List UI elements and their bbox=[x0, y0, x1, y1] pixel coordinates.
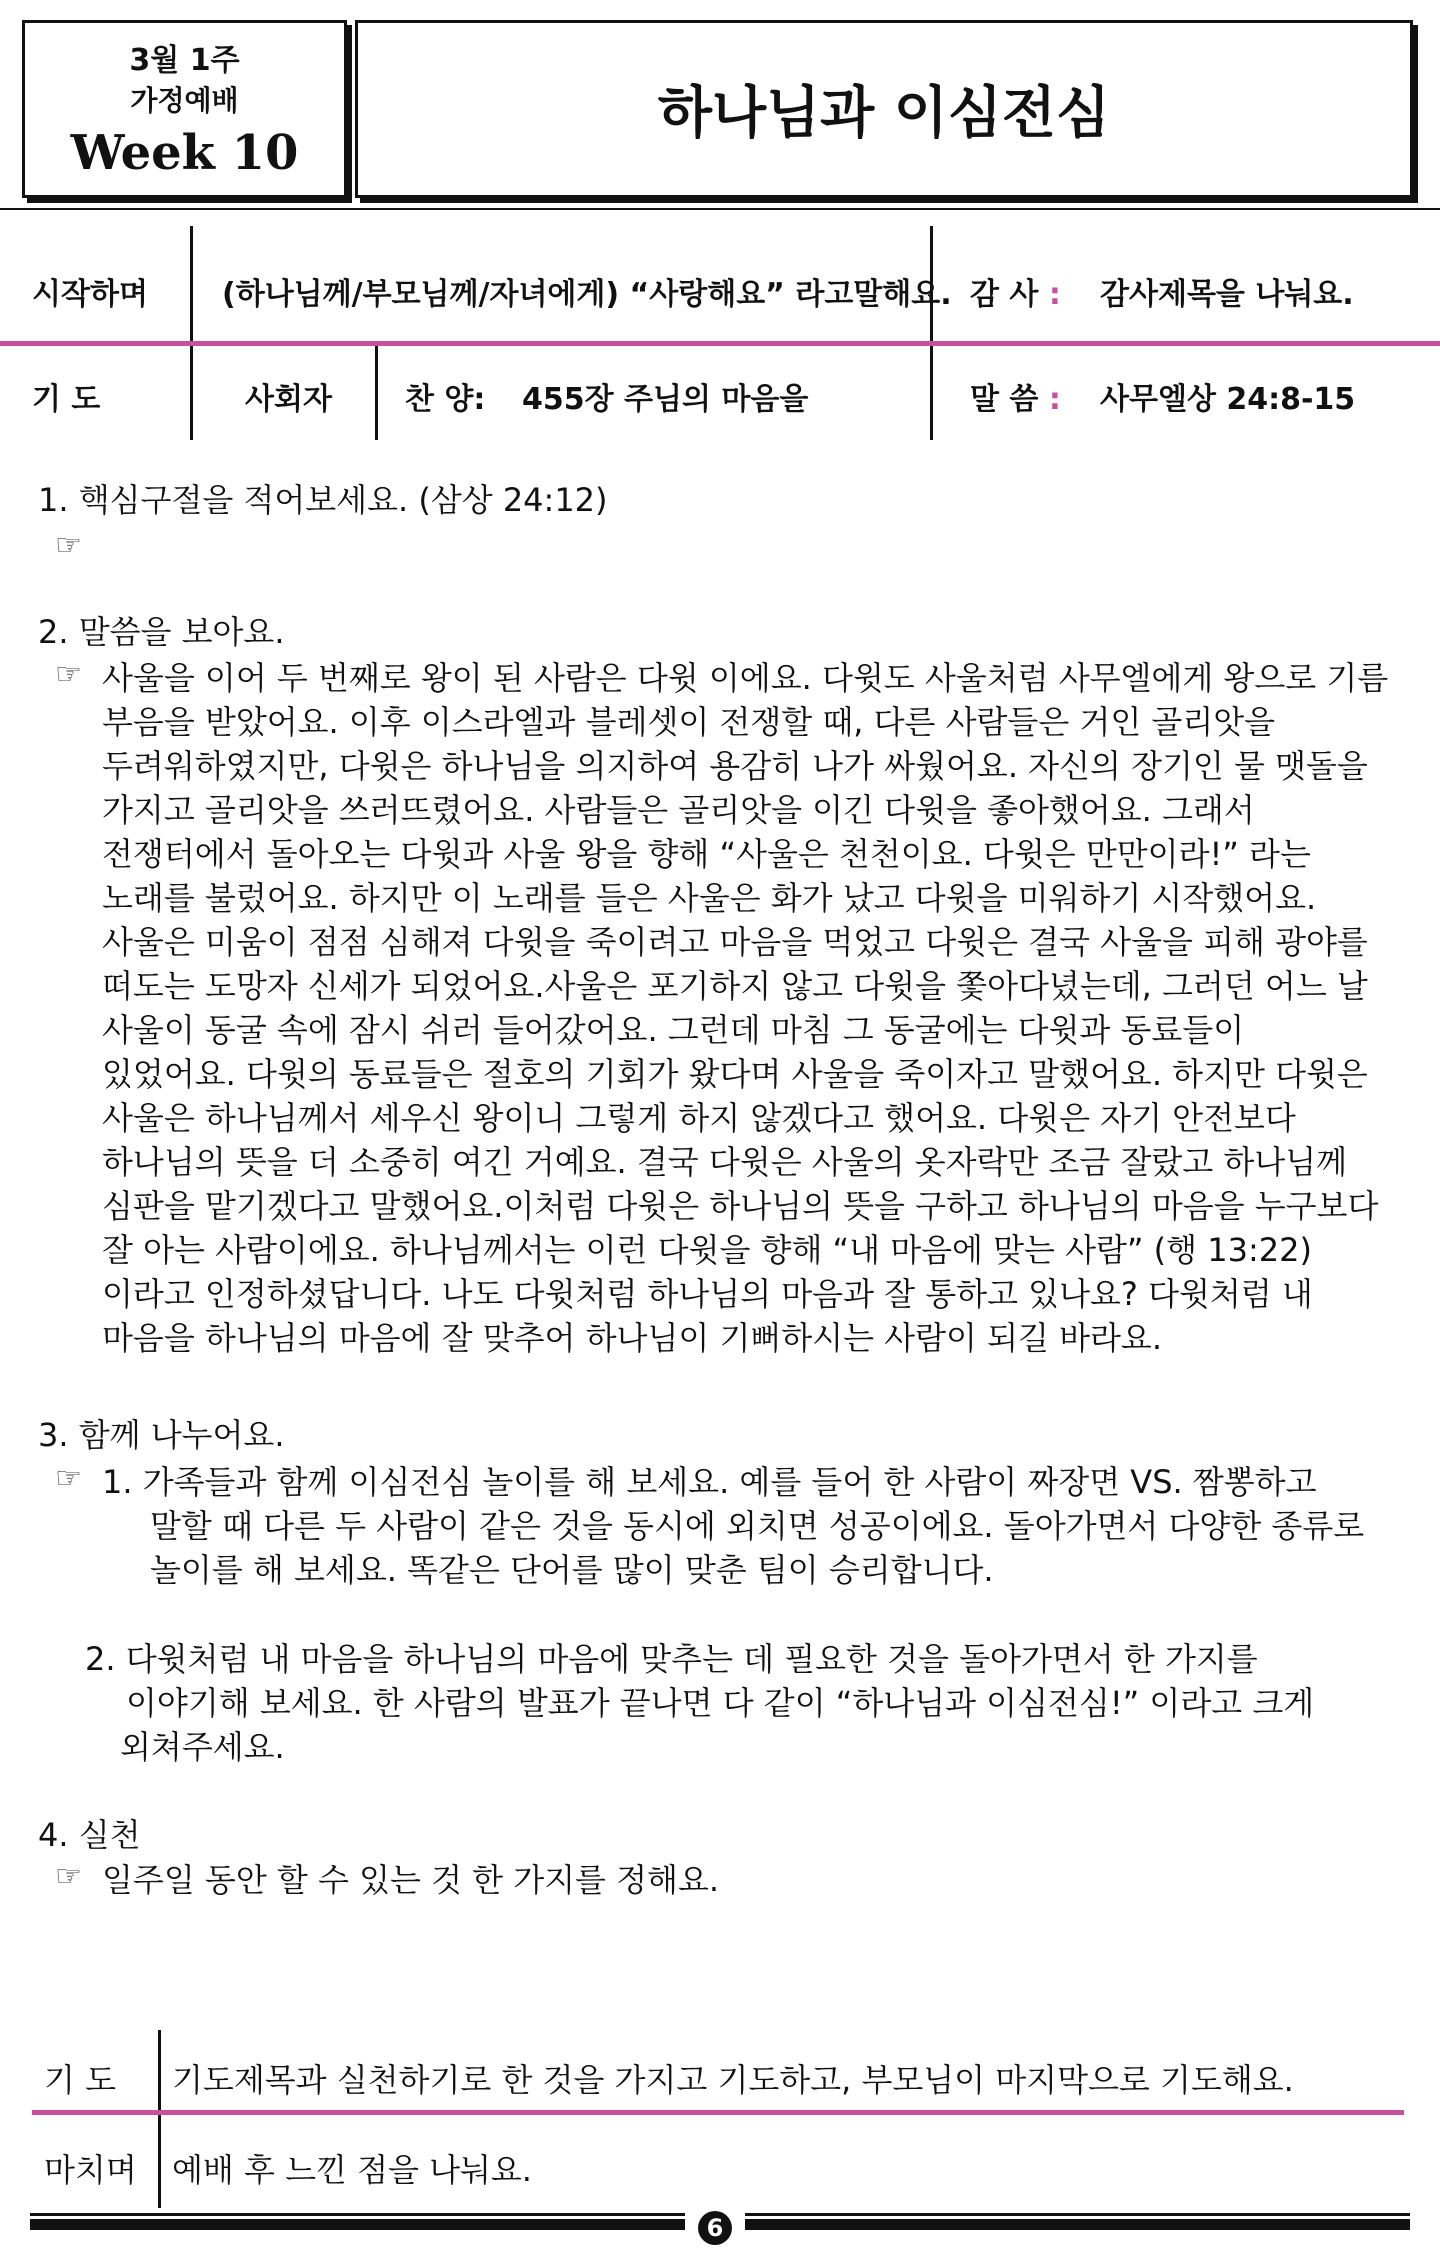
section2-heading: 2. 말씀을 보아요. bbox=[38, 613, 285, 651]
share-item-2-line: 이야기해 보세요. 한 사람의 발표가 끝나면 다 같이 “하나님과 이심전심!” 이라고 크게 bbox=[126, 1684, 1315, 1722]
leader-label: 사회자 bbox=[245, 382, 332, 417]
thanks-label-group bbox=[970, 275, 1061, 315]
closing-prayer-label: 기 도 bbox=[44, 2061, 116, 2099]
section3-heading: 3. 함께 나누어요. bbox=[38, 1416, 285, 1454]
closing-end-text: 예배 후 느낀 점을 나눠요. bbox=[172, 2151, 532, 2189]
body-line: 심판을 맡기겠다고 말했어요.이처럼 다윗은 하나님의 뜻을 구하고 하나님의 마음을 누구보다 bbox=[102, 1187, 1379, 1225]
week-number: Week 10 bbox=[70, 125, 299, 181]
body-line: 잘 아는 사람이에요. 하나님께서는 이런 다윗을 향해 “내 마음에 맞는 사람” (행 13:22) bbox=[102, 1231, 1312, 1269]
section2-body bbox=[102, 656, 1388, 1360]
closing-divider bbox=[32, 2110, 1404, 2115]
divider-v1 bbox=[190, 226, 193, 344]
thanks-text: 감사제목을 나눠요. bbox=[1100, 277, 1354, 312]
page-number: 6 bbox=[698, 2211, 732, 2245]
word-label-group bbox=[970, 380, 1061, 420]
footer-rule-right-thin bbox=[745, 2213, 1410, 2216]
title-box bbox=[355, 20, 1413, 198]
body-line: 노래를 불렀어요. 하지만 이 노래를 들은 사울은 화가 났고 다윗을 미워하기 시작했어요. bbox=[102, 879, 1317, 917]
page-title: 하나님과 이심전심 bbox=[657, 81, 1111, 146]
closing-divider-v bbox=[158, 2030, 161, 2208]
word-label: 말 씀 bbox=[970, 382, 1039, 417]
thanks-label: 감 사 bbox=[970, 277, 1039, 312]
section4-heading: 4. 실천 bbox=[38, 1816, 141, 1854]
pointer-icon: ☞ bbox=[55, 657, 82, 692]
body-line: 마음을 하나님의 마음에 잘 맞추어 하나님이 기뻐하시는 사람이 되길 바라요. bbox=[102, 1319, 1162, 1357]
body-line: 있었어요. 다윗의 동료들은 절호의 기회가 왔다며 사울을 죽이자고 말했어요. 하지만 다윗은 bbox=[102, 1055, 1368, 1093]
start-label: 시작하며 bbox=[32, 277, 148, 312]
pointer-icon: ☞ bbox=[55, 1461, 82, 1496]
closing-end-label: 마치며 bbox=[44, 2151, 137, 2189]
header-divider bbox=[0, 208, 1440, 210]
footer-rule-right bbox=[745, 2219, 1410, 2230]
section1-heading: 1. 핵심구절을 적어보세요. (삼상 24:12) bbox=[38, 481, 608, 519]
hymn-label: 찬 양: bbox=[405, 382, 486, 417]
body-line: 부음을 받았어요. 이후 이스라엘과 블레셋이 전쟁할 때, 다른 사람들은 거인 골리앗을 bbox=[102, 703, 1276, 741]
body-line: 하나님의 뜻을 더 소중히 여긴 거예요. 결국 다윗은 사울의 옷자락만 조금 잘랐고 하나님께 bbox=[102, 1143, 1348, 1181]
body-line: 사울은 하나님께서 세우신 왕이니 그렇게 하지 않겠다고 했어요. 다윗은 자기 안전보다 bbox=[102, 1099, 1296, 1137]
prayer-label: 기 도 bbox=[32, 382, 101, 417]
divider-v3 bbox=[190, 346, 193, 440]
week-box bbox=[22, 20, 347, 198]
body-line: 사울이 동굴 속에 잠시 쉬러 들어갔어요. 그런데 마침 그 동굴에는 다윗과 동료들이 bbox=[102, 1011, 1245, 1049]
practice-text: 일주일 동안 할 수 있는 것 한 가지를 정해요. bbox=[102, 1861, 720, 1899]
divider-v2 bbox=[930, 226, 933, 440]
share-item-2-line: 외쳐주세요. bbox=[120, 1728, 285, 1766]
body-line: 전쟁터에서 돌아오는 다윗과 사울 왕을 향해 “사울은 천천이요. 다윗은 만만이라!” 라는 bbox=[102, 835, 1311, 873]
hymn-text: 455장 주님의 마음을 bbox=[522, 382, 809, 417]
body-line: 두려워하였지만, 다윗은 하나님을 의지하여 용감히 나가 싸웠어요. 자신의 장기인 물 맷돌을 bbox=[102, 747, 1368, 785]
thanks-colon: : bbox=[1048, 277, 1061, 312]
divider-v4 bbox=[375, 346, 378, 440]
service-name: 가정예배 bbox=[130, 84, 239, 117]
start-text: (하나님께/부모님께/자녀에게) “사랑해요” 라고말해요. bbox=[222, 277, 952, 312]
body-line: 이라고 인정하셨답니다. 나도 다윗처럼 하나님의 마음과 잘 통하고 있나요? 다윗처럼 내 bbox=[102, 1275, 1313, 1313]
footer-rule-left-thin bbox=[30, 2213, 685, 2216]
word-text: 사무엘상 24:8-15 bbox=[1100, 382, 1356, 417]
pointer-icon: ☞ bbox=[55, 528, 82, 563]
share-item-1-line: 1. 가족들과 함께 이심전심 놀이를 해 보세요. 예를 들어 한 사람이 짜장면 VS. 짬뽕하고 bbox=[102, 1463, 1317, 1501]
share-item-1-line: 놀이를 해 보세요. 똑같은 단어를 많이 맞춘 팀이 승리합니다. bbox=[150, 1551, 994, 1589]
closing-prayer-text: 기도제목과 실천하기로 한 것을 가지고 기도하고, 부모님이 마지막으로 기도해요. bbox=[172, 2061, 1294, 2099]
body-line: 사울은 미움이 점점 심해져 다윗을 죽이려고 마음을 먹었고 다윗은 결국 사울을 피해 광야를 bbox=[102, 923, 1368, 961]
word-colon: : bbox=[1048, 382, 1061, 417]
body-line: 떠도는 도망자 신세가 되었어요.사울은 포기하지 않고 다윗을 쫓아다녔는데, 그러던 어느 날 bbox=[102, 967, 1368, 1005]
date-line: 3월 1주 bbox=[129, 43, 240, 78]
share-item-2-line: 2. 다윗처럼 내 마음을 하나님의 마음에 맞추는 데 필요한 것을 돌아가면서 한 가지를 bbox=[85, 1640, 1258, 1678]
info-divider bbox=[0, 341, 1440, 346]
share-item-1-line: 말할 때 다른 두 사람이 같은 것을 동시에 외치면 성공이에요. 돌아가면서 다양한 종류로 bbox=[150, 1507, 1365, 1545]
footer-rule-left bbox=[30, 2219, 685, 2230]
pointer-icon: ☞ bbox=[55, 1859, 82, 1894]
body-line: 사울을 이어 두 번째로 왕이 된 사람은 다윗 이에요. 다윗도 사울처럼 사무엘에게 왕으로 기름 bbox=[102, 659, 1389, 697]
body-line: 가지고 골리앗을 쓰러뜨렸어요. 사람들은 골리앗을 이긴 다윗을 좋아했어요. 그래서 bbox=[102, 791, 1255, 829]
